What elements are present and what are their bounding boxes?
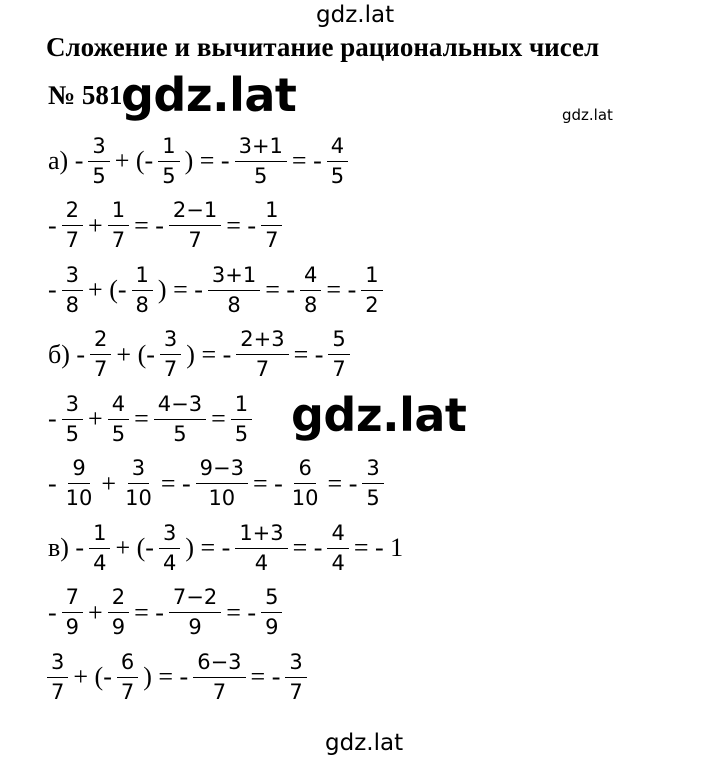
- equation-text: +: [88, 404, 103, 433]
- fraction-numerator: 3: [62, 392, 83, 420]
- fraction: [236, 327, 288, 382]
- fraction: [108, 585, 129, 640]
- fraction-numerator: 1: [261, 198, 282, 226]
- fraction-denominator: 7: [111, 228, 126, 252]
- fraction-denominator: 5: [173, 421, 187, 446]
- equation-text: -: [48, 597, 57, 627]
- watermark-top: gdz.lat: [316, 2, 395, 28]
- equation-text: а) -: [48, 146, 84, 175]
- fraction-numerator: 1: [158, 134, 179, 162]
- equation-text: +: [88, 210, 103, 240]
- fraction-denominator: 7: [51, 679, 65, 704]
- fraction-numerator: 1: [361, 263, 382, 291]
- fraction-numerator: 1: [231, 392, 252, 420]
- fraction: [121, 456, 156, 511]
- equation-text: +: [101, 468, 117, 498]
- fraction: [169, 585, 221, 640]
- equation-line: [45, 325, 352, 385]
- fraction-denominator: 7: [332, 357, 346, 381]
- fraction-denominator: 5: [234, 421, 249, 446]
- equation-text: ) = -: [184, 146, 230, 175]
- fraction: [62, 263, 83, 318]
- fraction-numerator: 1: [108, 198, 129, 226]
- fraction-numerator: 3: [88, 134, 109, 162]
- fraction: [158, 134, 179, 189]
- equation-text: ) = -: [186, 339, 232, 369]
- fraction: [90, 327, 111, 382]
- fraction-denominator: 10: [291, 486, 319, 510]
- fraction: [327, 521, 348, 576]
- watermark-large-top: gdz.lat: [121, 68, 297, 122]
- equation-text: = -: [226, 210, 257, 240]
- fraction-numerator: 9: [68, 456, 89, 484]
- equation-text: = -: [292, 533, 323, 562]
- equation-text: = -: [160, 468, 191, 498]
- fraction-denominator: 5: [92, 163, 106, 188]
- fraction-numerator: 4: [300, 263, 321, 291]
- equation-line: [45, 389, 254, 449]
- fraction: [196, 456, 248, 511]
- equation-line: [45, 583, 284, 643]
- fraction: [117, 650, 138, 705]
- fraction-denominator: 7: [255, 357, 270, 381]
- fraction-numerator: 1+3: [235, 521, 287, 549]
- equation-text: б) -: [48, 339, 86, 369]
- equation-text: + (-: [73, 662, 112, 691]
- fraction-numerator: 3+1: [235, 134, 287, 162]
- equation-text: = -: [252, 468, 283, 498]
- fraction-numerator: 3: [128, 456, 149, 484]
- fraction-denominator: 9: [111, 615, 126, 639]
- fraction-denominator: 9: [265, 615, 279, 639]
- fraction: [160, 327, 181, 382]
- fraction: [159, 521, 180, 576]
- fraction-numerator: 1: [89, 521, 110, 549]
- fraction-denominator: 7: [163, 357, 178, 381]
- watermark-small: gdz.lat: [562, 106, 613, 124]
- watermark-large-middle: gdz.lat: [291, 388, 467, 442]
- fraction-numerator: 7: [62, 585, 83, 613]
- equation-text: ) = -: [143, 662, 189, 691]
- fraction-numerator: 4: [327, 134, 348, 162]
- fraction-numerator: 3: [159, 521, 180, 549]
- equation-text: -: [48, 210, 57, 240]
- fraction: [328, 327, 349, 382]
- fraction: [154, 392, 206, 447]
- fraction-denominator: 9: [65, 615, 80, 639]
- fraction-numerator: 3: [285, 650, 306, 678]
- fraction: [193, 650, 245, 705]
- fraction-numerator: 2: [108, 585, 129, 613]
- fraction-denominator: 8: [227, 292, 241, 317]
- fraction-denominator: 5: [162, 163, 176, 188]
- fraction-numerator: 3: [47, 650, 68, 678]
- equation-line: [45, 260, 385, 320]
- page-title: Сложение и вычитание рациональных чисел: [46, 32, 600, 62]
- fraction: [169, 198, 221, 253]
- fraction: [108, 392, 129, 447]
- fraction-numerator: 4: [108, 392, 129, 420]
- fraction-denominator: 8: [135, 292, 149, 317]
- fraction-denominator: 5: [65, 421, 80, 446]
- equation-text: = -: [226, 597, 257, 627]
- fraction-denominator: 8: [304, 292, 318, 317]
- fraction-denominator: 4: [93, 550, 107, 575]
- fraction-denominator: 2: [365, 292, 379, 317]
- fraction-denominator: 5: [111, 421, 126, 446]
- fraction: [288, 456, 323, 511]
- fraction-denominator: 9: [188, 615, 202, 639]
- equation-text: = -: [134, 597, 164, 627]
- fraction-numerator: 6: [294, 456, 315, 484]
- fraction: [235, 521, 287, 576]
- fraction-numerator: 2: [90, 327, 111, 355]
- equation-line: [45, 131, 350, 191]
- fraction-denominator: 4: [254, 550, 269, 575]
- fraction-numerator: 3+1: [208, 263, 260, 291]
- fraction: [235, 134, 287, 189]
- fraction-denominator: 5: [254, 163, 268, 188]
- fraction: [88, 134, 109, 189]
- equation-text: + (-: [88, 275, 127, 304]
- equation-text: =: [134, 404, 149, 433]
- equation-text: -: [48, 404, 57, 433]
- watermark-bottom: gdz.lat: [325, 730, 404, 756]
- fraction-denominator: 7: [120, 679, 135, 704]
- equation-text: +: [88, 597, 103, 627]
- fraction-denominator: 7: [65, 228, 80, 252]
- fraction-numerator: 3: [362, 456, 383, 484]
- fraction-numerator: 4−3: [154, 392, 206, 420]
- fraction-denominator: 8: [65, 292, 80, 317]
- fraction-numerator: 3: [62, 263, 83, 291]
- fraction-numerator: 6−3: [193, 650, 245, 678]
- fraction-denominator: 7: [212, 679, 227, 704]
- fraction: [47, 650, 68, 705]
- equation-text: = -: [326, 275, 357, 304]
- fraction-denominator: 4: [331, 550, 345, 575]
- fraction-denominator: 7: [188, 228, 202, 252]
- equation-text: -: [48, 468, 57, 498]
- equation-text: = -: [250, 662, 281, 691]
- equation-text: = - 1: [353, 533, 404, 562]
- equation-text: + (-: [114, 146, 154, 175]
- fraction-numerator: 5: [261, 585, 282, 613]
- fraction-denominator: 4: [162, 550, 177, 575]
- fraction-numerator: 6: [117, 650, 138, 678]
- equation-line: [45, 454, 386, 514]
- equation-text: = -: [291, 146, 322, 175]
- fraction: [132, 263, 153, 318]
- fraction-denominator: 10: [65, 486, 93, 510]
- equation-text: = -: [265, 275, 296, 304]
- fraction-numerator: 9−3: [196, 456, 248, 484]
- fraction: [261, 198, 282, 253]
- fraction-numerator: 2: [62, 198, 83, 226]
- equation-text: в) -: [48, 533, 85, 562]
- equation-text: -: [48, 275, 57, 304]
- fraction-denominator: 7: [265, 228, 279, 252]
- equation-text: ) = -: [185, 533, 231, 562]
- equation-text: ) = -: [157, 275, 203, 304]
- fraction-numerator: 7−2: [169, 585, 221, 613]
- fraction: [327, 134, 348, 189]
- fraction: [285, 650, 306, 705]
- fraction-numerator: 3: [160, 327, 181, 355]
- equation-text: = -: [134, 210, 164, 240]
- fraction-numerator: 2−1: [169, 198, 221, 226]
- fraction-numerator: 5: [328, 327, 349, 355]
- equation-text: =: [211, 404, 226, 433]
- fraction-numerator: 2+3: [236, 327, 288, 355]
- equation-text: = -: [327, 468, 358, 498]
- equation-text: + (-: [116, 339, 155, 369]
- fraction: [361, 263, 382, 318]
- fraction: [108, 198, 129, 253]
- equation-line: [45, 647, 309, 707]
- fraction: [62, 456, 97, 511]
- fraction-denominator: 10: [125, 486, 152, 510]
- fraction: [362, 456, 383, 511]
- equation-line: [45, 196, 284, 256]
- fraction-denominator: 10: [208, 486, 236, 510]
- fraction-numerator: 1: [132, 263, 153, 291]
- fraction-denominator: 7: [94, 357, 108, 381]
- fraction: [231, 392, 252, 447]
- equation-text: + (-: [115, 533, 154, 562]
- equation-text: = -: [293, 339, 324, 369]
- fraction-denominator: 5: [366, 486, 380, 510]
- fraction-numerator: 4: [327, 521, 348, 549]
- fraction: [261, 585, 282, 640]
- fraction-denominator: 7: [289, 679, 303, 704]
- problem-number: № 581: [48, 80, 123, 110]
- fraction: [300, 263, 321, 318]
- fraction: [62, 392, 83, 447]
- equation-line: [45, 518, 406, 578]
- fraction: [208, 263, 260, 318]
- fraction: [62, 585, 83, 640]
- fraction: [89, 521, 110, 576]
- fraction: [62, 198, 83, 253]
- fraction-denominator: 5: [330, 163, 345, 188]
